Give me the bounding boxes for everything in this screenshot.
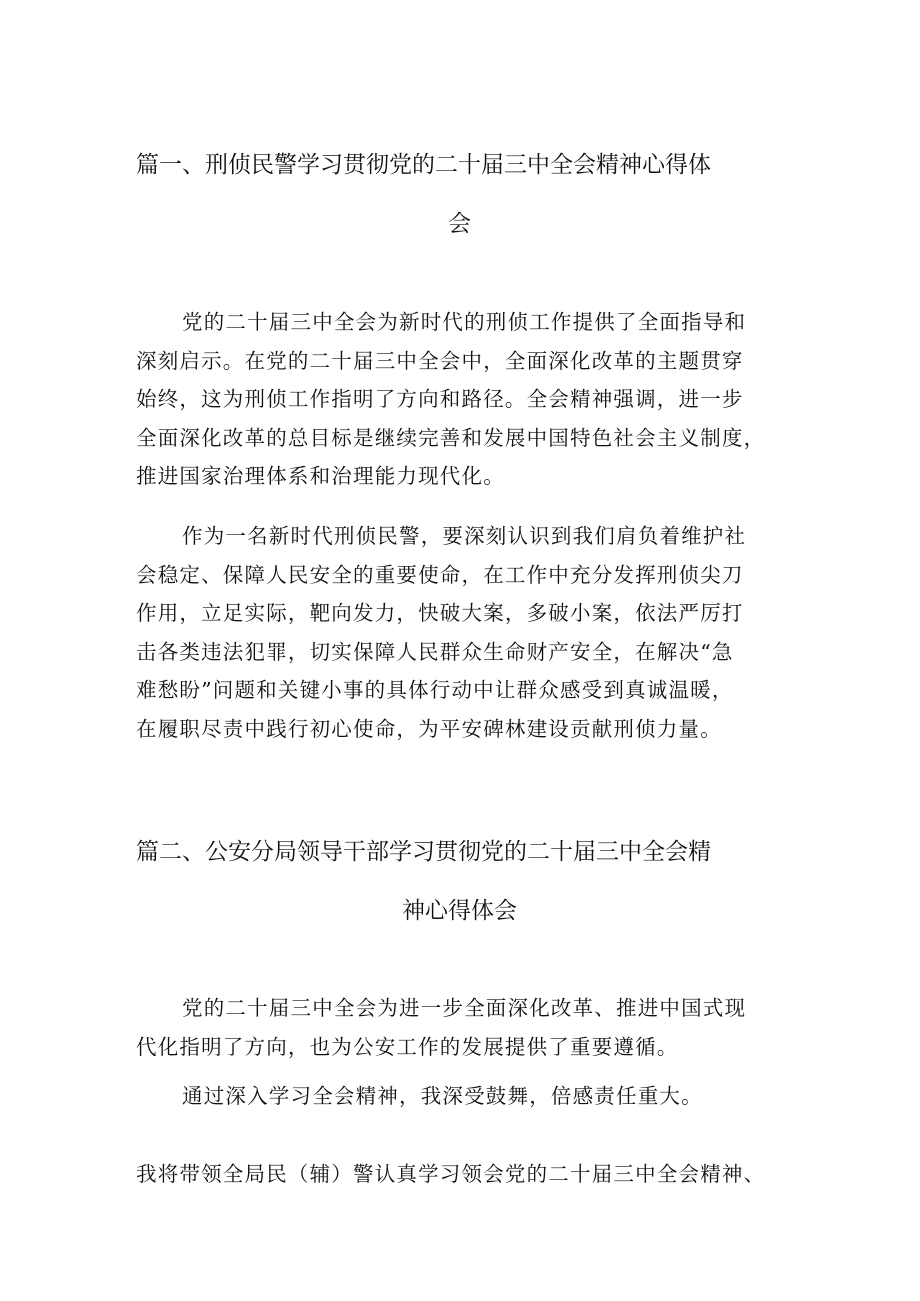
paragraph-line: 难愁盼”问题和关键小事的具体行动中让群众感受到真诚温暖， <box>136 678 734 702</box>
paragraph-line: 作为一名新时代刑侦民警，要深刻认识到我们肩负着维护社 <box>182 524 747 548</box>
section-2-title-line-2: 神心得体会 <box>402 898 517 924</box>
paragraph-line: 击各类违法犯罪，切实保障人民群众生命财产安全，在解决“急 <box>136 639 734 664</box>
section-2-title-line-1: 篇二、公安分局领导干部学习贯彻党的二十届三中全会精 <box>136 839 711 865</box>
paragraph-line: 在履职尽责中践行初心使命，为平安碑林建设贡献刑侦力量。 <box>136 716 722 741</box>
paragraph-line: 通过深入学习全会精神，我深受鼓舞，倍感责任重大。 <box>182 1084 703 1108</box>
paragraph-line: 党的二十届三中全会为进一步全面深化改革、推进中国式现 <box>182 996 747 1020</box>
paragraph-line: 作用，立足实际，靶向发力，快破大案，多破小案，依法严厉打 <box>136 601 744 625</box>
section-1-paragraph-1 <box>136 303 796 496</box>
paragraph-line: 始终，这为刑侦工作指明了方向和路径。全会精神强调，进一步 <box>136 387 744 411</box>
section-1-paragraph-2 <box>136 517 796 748</box>
paragraph-line: 推进国家治理体系和治理能力现代化。 <box>136 464 505 488</box>
paragraph-line: 全面深化改革的总目标是继续完善和发展中国特色社会主义制度， <box>136 425 766 450</box>
paragraph-line: 深刻启示。在党的二十届三中全会中，全面深化改革的主题贯穿 <box>136 348 744 373</box>
paragraph-line: 代化指明了方向，也为公安工作的发展提供了重要遵循。 <box>136 1034 679 1059</box>
section-1-title-line-2: 会 <box>448 211 471 237</box>
paragraph-line: 党的二十届三中全会为新时代的刑侦工作提供了全面指导和 <box>182 310 747 334</box>
section-1-title-line-1: 篇一、刑侦民警学习贯彻党的二十届三中全会精神心得体 <box>136 152 711 178</box>
section-2-paragraph-1 <box>136 989 796 1066</box>
paragraph-line: 会稳定、保障人民安全的重要使命，在工作中充分发挥刑侦尖刀 <box>136 562 744 587</box>
section-2-paragraph-2 <box>136 1077 796 1116</box>
paragraph-line: 我将带领全局民（辅）警认真学习领会党的二十届三中全会精神、 <box>136 1162 766 1186</box>
section-2-paragraph-3 <box>136 1155 796 1194</box>
